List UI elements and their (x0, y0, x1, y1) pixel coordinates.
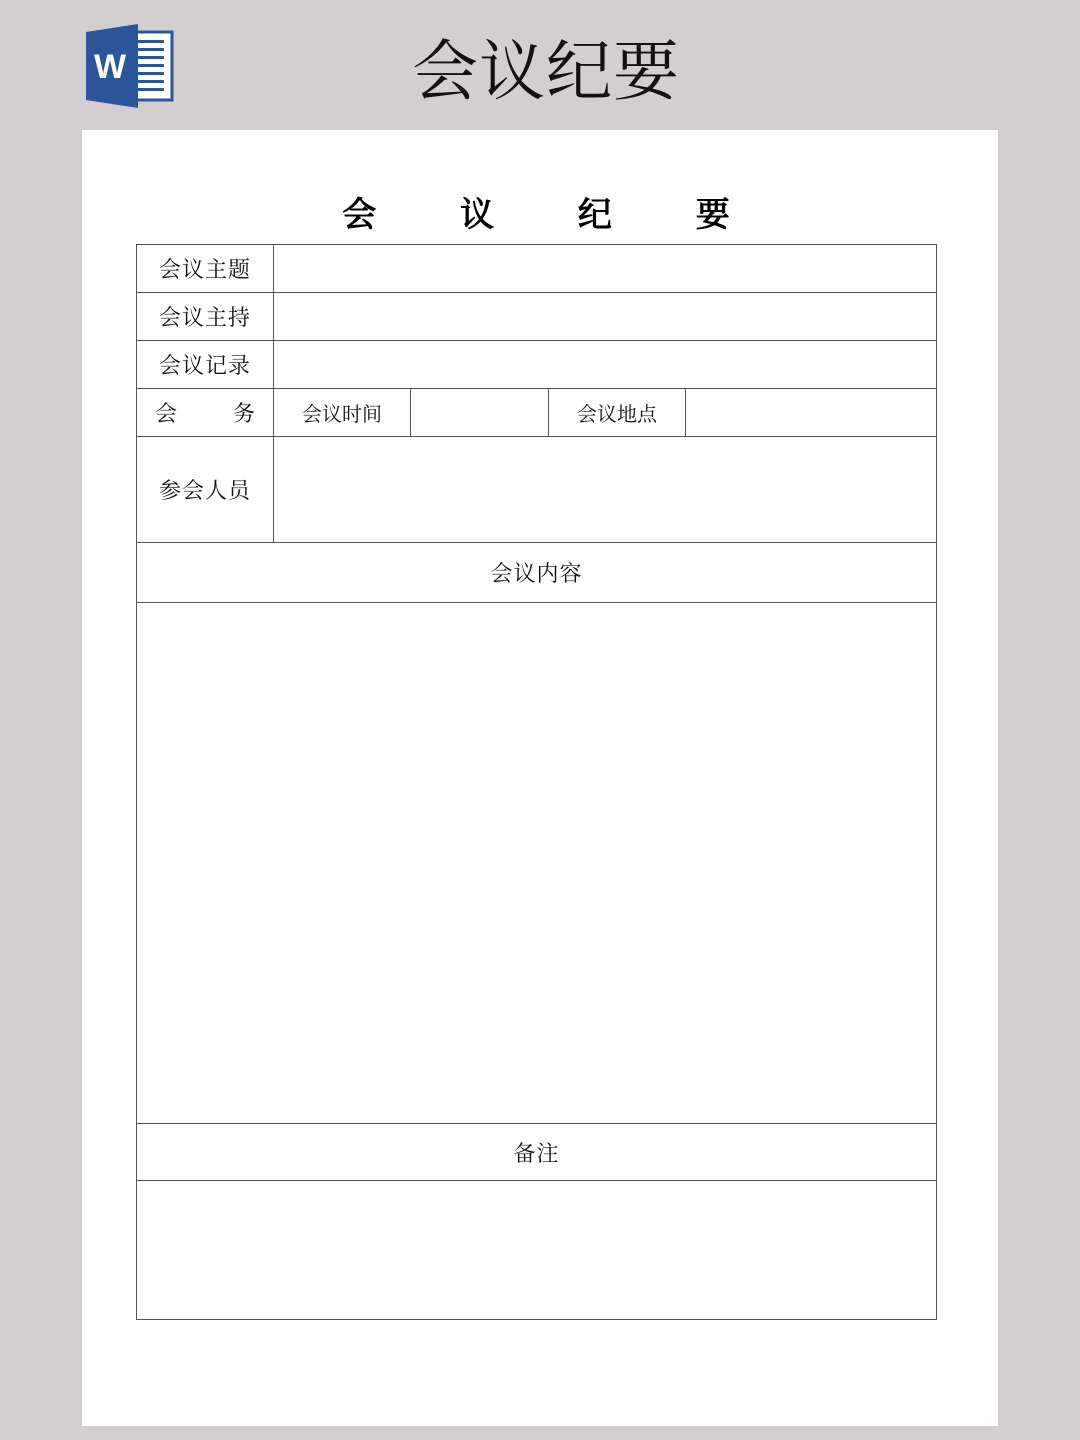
place-label: 会议地点 (549, 389, 686, 437)
topic-label: 会议主题 (137, 245, 274, 293)
affairs-label-left: 会 (155, 402, 178, 427)
attendees-label: 参会人员 (137, 437, 274, 543)
time-field[interactable] (411, 389, 549, 437)
row-topic (137, 245, 937, 293)
document-page (82, 130, 998, 1426)
meeting-minutes-form (136, 244, 937, 1320)
content-field[interactable] (137, 603, 937, 1124)
row-host (137, 293, 937, 341)
row-attendees (137, 437, 937, 543)
time-label: 会议时间 (274, 389, 411, 437)
recorder-field[interactable] (274, 341, 937, 389)
affairs-label (137, 389, 274, 437)
affairs-label-right: 务 (232, 402, 255, 427)
content-label: 会议内容 (137, 543, 937, 603)
page-header (0, 0, 1080, 130)
attendees-field[interactable] (274, 437, 937, 543)
row-content (137, 603, 937, 1124)
notes-field[interactable] (137, 1181, 937, 1320)
document-title: 会 议 纪 要 (342, 195, 766, 235)
header-title: 会议纪要 (412, 33, 680, 110)
recorder-label: 会议记录 (137, 341, 274, 389)
row-recorder (137, 341, 937, 389)
row-notes-header (137, 1124, 937, 1181)
row-affairs (137, 389, 937, 437)
row-notes (137, 1181, 937, 1320)
row-content-header (137, 543, 937, 603)
topic-field[interactable] (274, 245, 937, 293)
word-icon-letter: W (93, 48, 127, 86)
host-field[interactable] (274, 293, 937, 341)
place-field[interactable] (686, 389, 937, 437)
notes-label: 备注 (137, 1124, 937, 1181)
host-label: 会议主持 (137, 293, 274, 341)
